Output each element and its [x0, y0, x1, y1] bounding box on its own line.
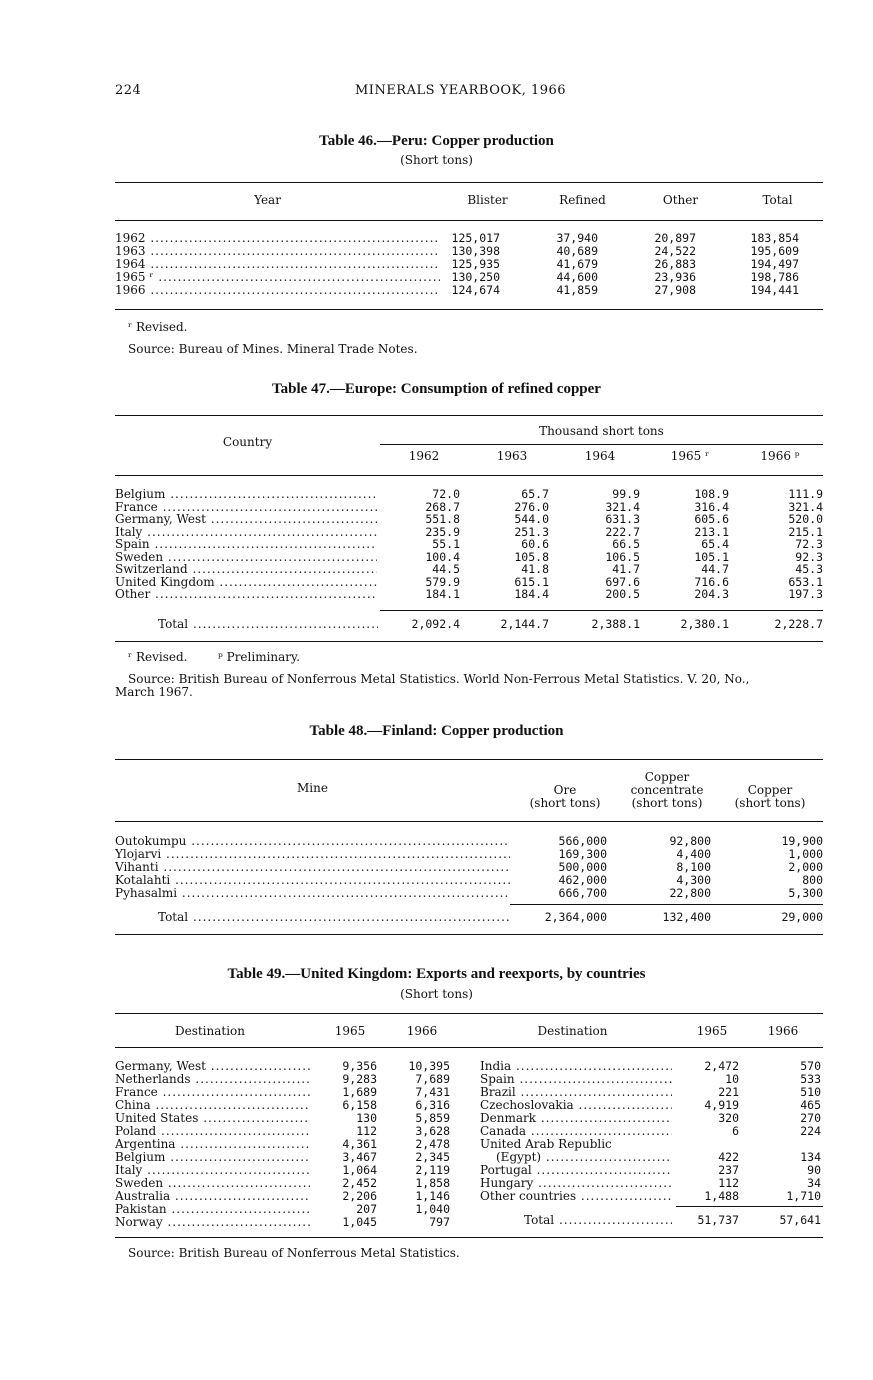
t49-right-1966: 34: [807, 1176, 821, 1190]
t47-year-header: 1965 ʳ: [670, 449, 710, 463]
t46-source: Source: Bureau of Mines. Mineral Trade Notes.: [128, 342, 418, 356]
t49-right-1965: 237: [718, 1163, 739, 1177]
t49-source: Source: British Bureau of Nonferrous Metal Statistics.: [128, 1246, 460, 1260]
t47-value-cell: 184.4: [514, 587, 549, 601]
t47-value-cell: 55.1: [432, 537, 460, 551]
t48-value-cell: 2,000: [788, 860, 823, 874]
t47-country-cell: Other .....: [115, 588, 377, 601]
t49-right-destination: Portugal .....: [480, 1164, 672, 1177]
t49-right-destination: Brazil .....: [480, 1086, 672, 1099]
t49-left-1966: 2,345: [415, 1150, 450, 1164]
t47-value-cell: 316.4: [694, 499, 729, 514]
t46-value-cell: 41,859: [556, 283, 598, 297]
t46-value-cell: 125,017: [451, 231, 500, 245]
t49-left-1965: 1,045: [342, 1215, 377, 1229]
t49-left-1965: 1,064: [342, 1163, 377, 1177]
t49-left-1966: 6,316: [415, 1098, 450, 1112]
t47-total-value: 2,228.7: [774, 617, 823, 631]
t47-value-cell: 106.5: [605, 549, 640, 564]
t48-total-value: 132,400: [662, 910, 711, 924]
t49-header-destination-left: Destination: [174, 1024, 246, 1038]
t47-value-cell: 213.1: [694, 524, 729, 539]
t47-year-header: 1962: [408, 449, 440, 463]
t47-value-cell: 60.6: [521, 537, 549, 551]
t46-value-cell: 27,908: [654, 283, 696, 297]
t47-country-cell: Germany, West .....: [115, 513, 377, 526]
t47-country-header: Country: [222, 435, 273, 449]
t47-country-cell: Switzerland .....: [115, 563, 377, 576]
t47-source-line2: March 1967.: [115, 685, 193, 699]
t47-value-cell: 235.9: [425, 524, 460, 539]
t49-right-destination: Other countries .....: [480, 1190, 672, 1203]
t48-copper-header-2: (short tons): [734, 796, 806, 810]
t48-mine-header: Mine: [297, 781, 328, 795]
t49-right-destination: Hungary .....: [480, 1177, 672, 1190]
t48-value-cell: 666,700: [558, 886, 607, 900]
t49-left-destination: Argentina .....: [115, 1138, 310, 1151]
t47-value-cell: 520.0: [788, 512, 823, 526]
t48-mine-cell: Pyhasalmi .....: [115, 887, 510, 900]
t47-value-cell: 631.3: [605, 512, 640, 526]
t47-value-cell: 44.5: [432, 562, 460, 576]
t48-value-cell: 1,000: [788, 847, 823, 861]
t47-total-label: Total .....: [158, 618, 378, 631]
t48-conc-header-2: concentrate: [630, 783, 704, 797]
t48-mine-cell: Vihanti .....: [115, 861, 510, 874]
t49-left-1965: 4,361: [342, 1137, 377, 1151]
t49-left-1966: 7,689: [415, 1072, 450, 1086]
t48-mine-cell: Outokumpu .....: [115, 835, 510, 848]
t49-left-1965: 130: [356, 1111, 377, 1125]
t46-value-cell: 41,679: [556, 257, 598, 271]
t49-right-1965: 2,472: [704, 1059, 739, 1073]
table46-subtitle: (Short tons): [400, 153, 473, 167]
t48-mine-cell: Kotalahti .....: [115, 874, 510, 887]
t47-value-cell: 716.6: [694, 574, 729, 589]
t49-left-1965: 9,356: [342, 1059, 377, 1073]
t48-value-cell: 462,000: [558, 873, 607, 887]
t49-left-1966: 5,859: [415, 1111, 450, 1125]
t48-value-cell: 5,300: [788, 886, 823, 900]
t49-right-1966: 570: [800, 1059, 821, 1073]
t49-right-1966: 90: [807, 1163, 821, 1177]
t46-value-cell: 23,936: [654, 270, 696, 284]
t47-value-cell: 551.8: [425, 512, 460, 526]
t49-right-destination: Denmark .....: [480, 1112, 672, 1125]
t47-value-cell: 321.4: [788, 499, 823, 514]
t48-value-cell: 169,300: [558, 847, 607, 861]
t47-total-value: 2,092.4: [411, 617, 460, 631]
t46-value-cell: 130,398: [451, 244, 500, 258]
t49-uar-line2: (Egypt) .....: [496, 1151, 672, 1164]
t47-value-cell: 184.1: [425, 587, 460, 601]
t49-left-1965: 207: [356, 1202, 377, 1216]
t47-note-preliminary: ᵖ Preliminary.: [218, 650, 301, 664]
t49-header-destination-right: Destination: [537, 1024, 608, 1038]
t47-total-value: 2,380.1: [680, 617, 729, 631]
t49-right-1965: 10: [725, 1072, 739, 1086]
t47-value-cell: 45.3: [795, 562, 823, 576]
t49-header-1966-right: 1966: [767, 1024, 799, 1038]
t47-value-cell: 41.8: [521, 562, 549, 576]
t47-country-cell: Sweden .....: [115, 551, 377, 564]
t46-col-year: Year: [254, 193, 281, 207]
t47-country-cell: Spain .....: [115, 538, 377, 551]
t47-note-revised: ʳ Revised.: [128, 650, 188, 664]
t49-left-1965: 112: [356, 1124, 377, 1138]
table47-title: Table 47.—Europe: Consumption of refined copper: [272, 381, 601, 397]
t47-value-cell: 615.1: [514, 574, 549, 589]
t47-total-value: 2,144.7: [500, 617, 549, 631]
t49-header-1965-left: 1965: [334, 1024, 366, 1038]
t49-left-1966: 2,119: [415, 1163, 450, 1177]
t46-value-cell: 183,854: [750, 231, 799, 245]
t49-right-1965: 6: [732, 1124, 739, 1138]
t48-total-value: 29,000: [781, 910, 823, 924]
t49-total-1966: 57,641: [779, 1213, 821, 1227]
t49-right-1966: 270: [800, 1111, 821, 1125]
t47-value-cell: 200.5: [605, 587, 640, 601]
t49-left-1965: 2,206: [342, 1189, 377, 1203]
t49-left-1965: 3,467: [342, 1150, 377, 1164]
t47-country-cell: United Kingdom .....: [115, 576, 377, 589]
t48-value-cell: 4,300: [676, 873, 711, 887]
table49-title: Table 49.—United Kingdom: Exports and reexports, by countries: [227, 966, 646, 982]
t47-country-cell: Belgium .....: [115, 488, 377, 501]
t47-value-cell: 72.3: [795, 537, 823, 551]
t46-value-cell: 20,897: [654, 231, 696, 245]
t49-right-destination: India .....: [480, 1060, 672, 1073]
t49-left-1966: 1,858: [415, 1176, 450, 1190]
t46-col-refined: Refined: [559, 193, 606, 207]
t47-value-cell: 276.0: [514, 499, 549, 514]
t49-left-destination: Sweden .....: [115, 1177, 310, 1190]
t49-total-rule: [676, 1206, 823, 1207]
t47-value-cell: 697.6: [605, 574, 640, 589]
t49-right-1966: 224: [800, 1124, 821, 1138]
t48-value-cell: 22,800: [669, 886, 711, 900]
t46-value-cell: 130,250: [451, 270, 500, 284]
t46-value-cell: 37,940: [556, 231, 598, 245]
t49-left-destination: Norway .....: [115, 1216, 310, 1229]
t49-left-1966: 2,478: [415, 1137, 450, 1151]
t49-right-1966: 533: [800, 1072, 821, 1086]
t46-value-cell: 24,522: [654, 244, 696, 258]
t47-country-cell: France .....: [115, 501, 377, 514]
t47-value-cell: 100.4: [425, 549, 460, 564]
t49-left-1966: 3,628: [415, 1124, 450, 1138]
t49-right-destination: Czechoslovakia .....: [480, 1099, 672, 1112]
t49-left-1965: 6,158: [342, 1098, 377, 1112]
t49-left-1966: 1,146: [415, 1189, 450, 1203]
t47-value-cell: 111.9: [788, 487, 823, 501]
t46-year-cell: 1964 .....: [115, 258, 440, 271]
t46-year-cell: 1965 ʳ .....: [115, 271, 440, 284]
t47-value-cell: 197.3: [788, 587, 823, 601]
t49-right-1965: 221: [718, 1085, 739, 1099]
t47-value-cell: 108.9: [694, 487, 729, 501]
t48-value-cell: 566,000: [558, 834, 607, 848]
t46-value-cell: 125,935: [451, 257, 500, 271]
table48-title: Table 48.—Finland: Copper production: [309, 723, 564, 739]
t47-source-line1: Source: British Bureau of Nonferrous Metal Statistics. World Non-Ferrous Metal Statistics. V. 20, No.,: [128, 672, 750, 686]
t49-right-1965: 1,488: [704, 1189, 739, 1203]
t49-left-destination: Australia .....: [115, 1190, 310, 1203]
t46-value-cell: 194,497: [750, 257, 799, 271]
t46-col-other: Other: [662, 193, 699, 207]
running-title: MINERALS YEARBOOK, 1966: [355, 83, 567, 98]
t49-uar-line1: United Arab Republic: [480, 1137, 612, 1151]
t48-ore-header-1: Ore: [553, 783, 577, 797]
table49-subtitle: (Short tons): [400, 987, 473, 1001]
t48-total-value: 2,364,000: [544, 910, 607, 924]
t47-value-cell: 92.3: [795, 549, 823, 564]
t46-year-cell: 1962 .....: [115, 232, 440, 245]
t48-value-cell: 4,400: [676, 847, 711, 861]
t47-value-cell: 66.5: [612, 537, 640, 551]
t48-value-cell: 8,100: [676, 860, 711, 874]
t48-value-cell: 19,900: [781, 834, 823, 848]
t46-value-cell: 40,689: [556, 244, 598, 258]
t46-year-cell: 1966 .....: [115, 284, 440, 297]
t47-value-cell: 65.7: [521, 487, 549, 501]
t49-uar-1965: 422: [718, 1150, 739, 1164]
t49-right-1966: 510: [800, 1085, 821, 1099]
t49-right-1965: 112: [718, 1176, 739, 1190]
t49-total-label: Total .....: [524, 1214, 672, 1227]
t47-value-cell: 204.3: [694, 587, 729, 601]
t47-value-cell: 44.7: [701, 562, 729, 576]
t49-right-1966: 1,710: [786, 1189, 821, 1203]
t46-value-cell: 44,600: [556, 270, 598, 284]
t49-header-1966-left: 1966: [406, 1024, 438, 1038]
t49-left-destination: Belgium .....: [115, 1151, 310, 1164]
t49-left-destination: China .....: [115, 1099, 310, 1112]
t48-copper-header-1: Copper: [747, 783, 793, 797]
table46-title: Table 46.—Peru: Copper production: [319, 133, 554, 149]
t46-value-cell: 195,609: [750, 244, 799, 258]
t49-left-destination: Germany, West .....: [115, 1060, 310, 1073]
t49-uar-1966: 134: [800, 1150, 821, 1164]
t47-value-cell: 99.9: [612, 487, 640, 501]
t49-left-1966: 7,431: [415, 1085, 450, 1099]
t49-left-destination: Netherlands .....: [115, 1073, 310, 1086]
t47-value-cell: 215.1: [788, 524, 823, 539]
t47-value-cell: 41.7: [612, 562, 640, 576]
t47-value-cell: 268.7: [425, 499, 460, 514]
t49-right-destination: Canada .....: [480, 1125, 672, 1138]
t46-value-cell: 124,674: [451, 283, 500, 297]
t48-value-cell: 92,800: [669, 834, 711, 848]
t47-value-cell: 653.1: [788, 574, 823, 589]
t47-year-header: 1966 ᵖ: [760, 449, 800, 463]
t46-note-revised: ʳ Revised.: [128, 320, 188, 334]
t48-conc-header-1: Copper: [644, 770, 690, 784]
t49-left-1966: 797: [429, 1215, 450, 1229]
t49-right-1965: 4,919: [704, 1098, 739, 1112]
t47-year-header: 1963: [496, 449, 528, 463]
t47-value-cell: 65.4: [701, 537, 729, 551]
t49-total-1965: 51,737: [697, 1213, 739, 1227]
t48-value-cell: 500,000: [558, 860, 607, 874]
t48-ore-header-2: (short tons): [529, 796, 601, 810]
t49-left-1966: 1,040: [415, 1202, 450, 1216]
t49-left-destination: France .....: [115, 1086, 310, 1099]
t49-right-1965: 320: [718, 1111, 739, 1125]
t49-left-1965: 2,452: [342, 1176, 377, 1190]
t46-col-blister: Blister: [467, 193, 508, 207]
t47-value-cell: 544.0: [514, 512, 549, 526]
t49-left-destination: United States .....: [115, 1112, 310, 1125]
page-number: 224: [115, 83, 142, 98]
t49-left-destination: Italy .....: [115, 1164, 310, 1177]
t47-country-cell: Italy .....: [115, 526, 377, 539]
t47-value-cell: 72.0: [432, 487, 460, 501]
t47-value-cell: 105.8: [514, 549, 549, 564]
t49-left-destination: Pakistan .....: [115, 1203, 310, 1216]
t49-right-destination: Spain .....: [480, 1073, 672, 1086]
t49-left-1965: 9,283: [342, 1072, 377, 1086]
t46-value-cell: 194,441: [750, 283, 799, 297]
t47-value-cell: 251.3: [514, 524, 549, 539]
t49-header-1965-right: 1965: [696, 1024, 728, 1038]
t47-value-cell: 321.4: [605, 499, 640, 514]
t47-value-cell: 579.9: [425, 574, 460, 589]
t49-right-1966: 465: [800, 1098, 821, 1112]
t48-mine-cell: Ylojarvi .....: [115, 848, 510, 861]
t49-left-destination: Poland .....: [115, 1125, 310, 1138]
t48-total-label: Total .....: [158, 911, 510, 924]
t48-value-cell: 800: [802, 873, 823, 887]
t47-value-cell: 605.6: [694, 512, 729, 526]
t46-value-cell: 198,786: [750, 270, 799, 284]
t46-year-cell: 1963 .....: [115, 245, 440, 258]
t48-conc-header-3: (short tons): [631, 796, 703, 810]
t46-col-total: Total: [762, 193, 793, 207]
t47-value-cell: 222.7: [605, 524, 640, 539]
t47-total-value: 2,388.1: [591, 617, 640, 631]
t49-left-1966: 10,395: [408, 1059, 450, 1073]
t49-left-1965: 1,689: [342, 1085, 377, 1099]
t47-year-header: 1964: [584, 449, 616, 463]
t47-group-header: Thousand short tons: [539, 424, 664, 438]
t46-value-cell: 26,883: [654, 257, 696, 271]
t47-value-cell: 105.1: [694, 549, 729, 564]
